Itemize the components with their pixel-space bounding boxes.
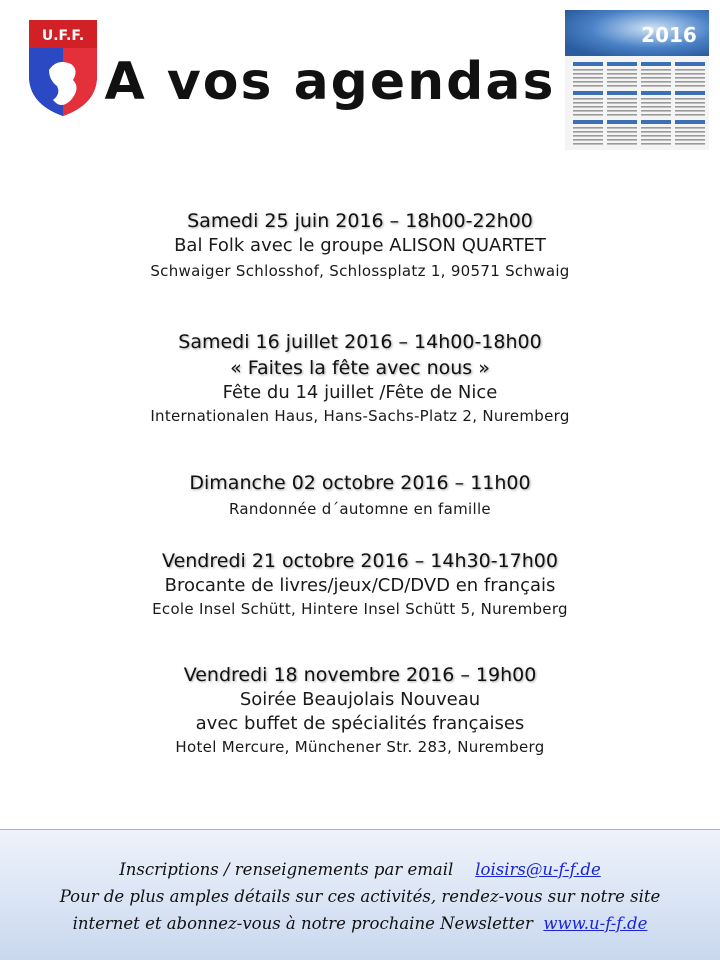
website-link[interactable]: www.u-f-f.de [543, 914, 648, 933]
calendar-month-header [675, 62, 705, 66]
calendar-day-row [607, 127, 637, 129]
event-1 [0, 210, 720, 280]
calendar-month-header [675, 120, 705, 124]
calendar-month-header [641, 120, 671, 124]
event-5-subtitle: avec buffet de spécialités françaises [195, 713, 525, 734]
calendar-day-row [607, 139, 637, 141]
footer-line-3 [0, 910, 720, 937]
event-5-location: Hotel Mercure, Münchener Str. 283, Nuremberg [175, 738, 545, 756]
calendar-day-row [573, 139, 603, 141]
calendar-day-row [675, 131, 705, 133]
calendar-month-header [573, 120, 603, 124]
calendar-day-row [573, 127, 603, 129]
calendar-day-row [573, 131, 603, 133]
calendar-day-row [675, 135, 705, 137]
calendar-day-row [675, 98, 705, 100]
calendar-day-row [675, 139, 705, 141]
calendar-day-row [675, 110, 705, 112]
email-link[interactable]: loisirs@u-f-f.de [475, 860, 601, 879]
page-title: A vos agendas [104, 52, 556, 112]
event-1-date: Samedi 25 juin 2016 – 18h00-22h00 [187, 210, 533, 232]
calendar-day-row [675, 114, 705, 116]
calendar-month-header [675, 91, 705, 95]
calendar-year: 2016 [641, 23, 697, 47]
event-4-title: Brocante de livres/jeux/CD/DVD en français [164, 575, 556, 596]
calendar-day-row [607, 131, 637, 133]
calendar-day-row [675, 73, 705, 75]
event-4 [0, 550, 720, 618]
calendar-month-header [607, 120, 637, 124]
calendar-day-row [675, 102, 705, 104]
event-2-location: Internationalen Haus, Hans-Sachs-Platz 2, Nuremberg [150, 407, 570, 425]
event-1-title: Bal Folk avec le groupe ALISON QUARTET [174, 235, 546, 256]
event-3-date: Dimanche 02 octobre 2016 – 11h00 [189, 472, 531, 494]
event-2-slogan: « Faites la fête avec nous » [230, 357, 490, 379]
calendar-day-row [675, 127, 705, 129]
calendar-day-row [573, 135, 603, 137]
calendar-day-row [641, 127, 671, 129]
calendar-day-row [675, 106, 705, 108]
calendar-day-row [573, 143, 603, 145]
event-1-location: Schwaiger Schlosshof, Schlossplatz 1, 90571 Schwaig [150, 262, 570, 280]
event-4-location: Ecole Insel Schütt, Hintere Insel Schütt 5, Nuremberg [152, 600, 568, 618]
event-5-date: Vendredi 18 novembre 2016 – 19h00 [183, 664, 537, 686]
calendar-day-row [675, 69, 705, 71]
footer-info [0, 829, 720, 960]
calendar-day-row [675, 143, 705, 145]
calendar-day-row [607, 135, 637, 137]
calendar-day-row [607, 143, 637, 145]
event-3 [0, 472, 720, 518]
calendar-day-row [641, 139, 671, 141]
calendar-day-row [675, 81, 705, 83]
event-5-title: Soirée Beaujolais Nouveau [239, 689, 481, 710]
calendar-day-row [573, 114, 603, 116]
event-4-date: Vendredi 21 octobre 2016 – 14h30-17h00 [162, 550, 558, 572]
event-2-title: Fête du 14 juillet /Fête de Nice [222, 382, 498, 403]
calendar-day-row [675, 85, 705, 87]
footer-line-2: Pour de plus amples détails sur ces activités, rendez-vous sur notre site [59, 887, 661, 906]
logo-text: U.F.F. [41, 28, 85, 44]
footer-registration-text: Inscriptions / renseignements par email [119, 860, 454, 879]
footer-line-1 [0, 856, 720, 883]
event-3-title: Randonnée d´automne en famille [229, 500, 491, 518]
calendar-day-row [641, 114, 671, 116]
event-2 [0, 331, 720, 425]
calendar-day-row [641, 131, 671, 133]
calendar-day-row [641, 143, 671, 145]
calendar-day-row [675, 77, 705, 79]
event-2-date: Samedi 16 juillet 2016 – 14h00-18h00 [178, 331, 542, 353]
calendar-day-row [641, 135, 671, 137]
footer-newsletter-text: internet et abonnez-vous à notre prochaine Newsletter [72, 914, 533, 933]
event-5 [0, 664, 720, 756]
calendar-day-row [607, 114, 637, 116]
